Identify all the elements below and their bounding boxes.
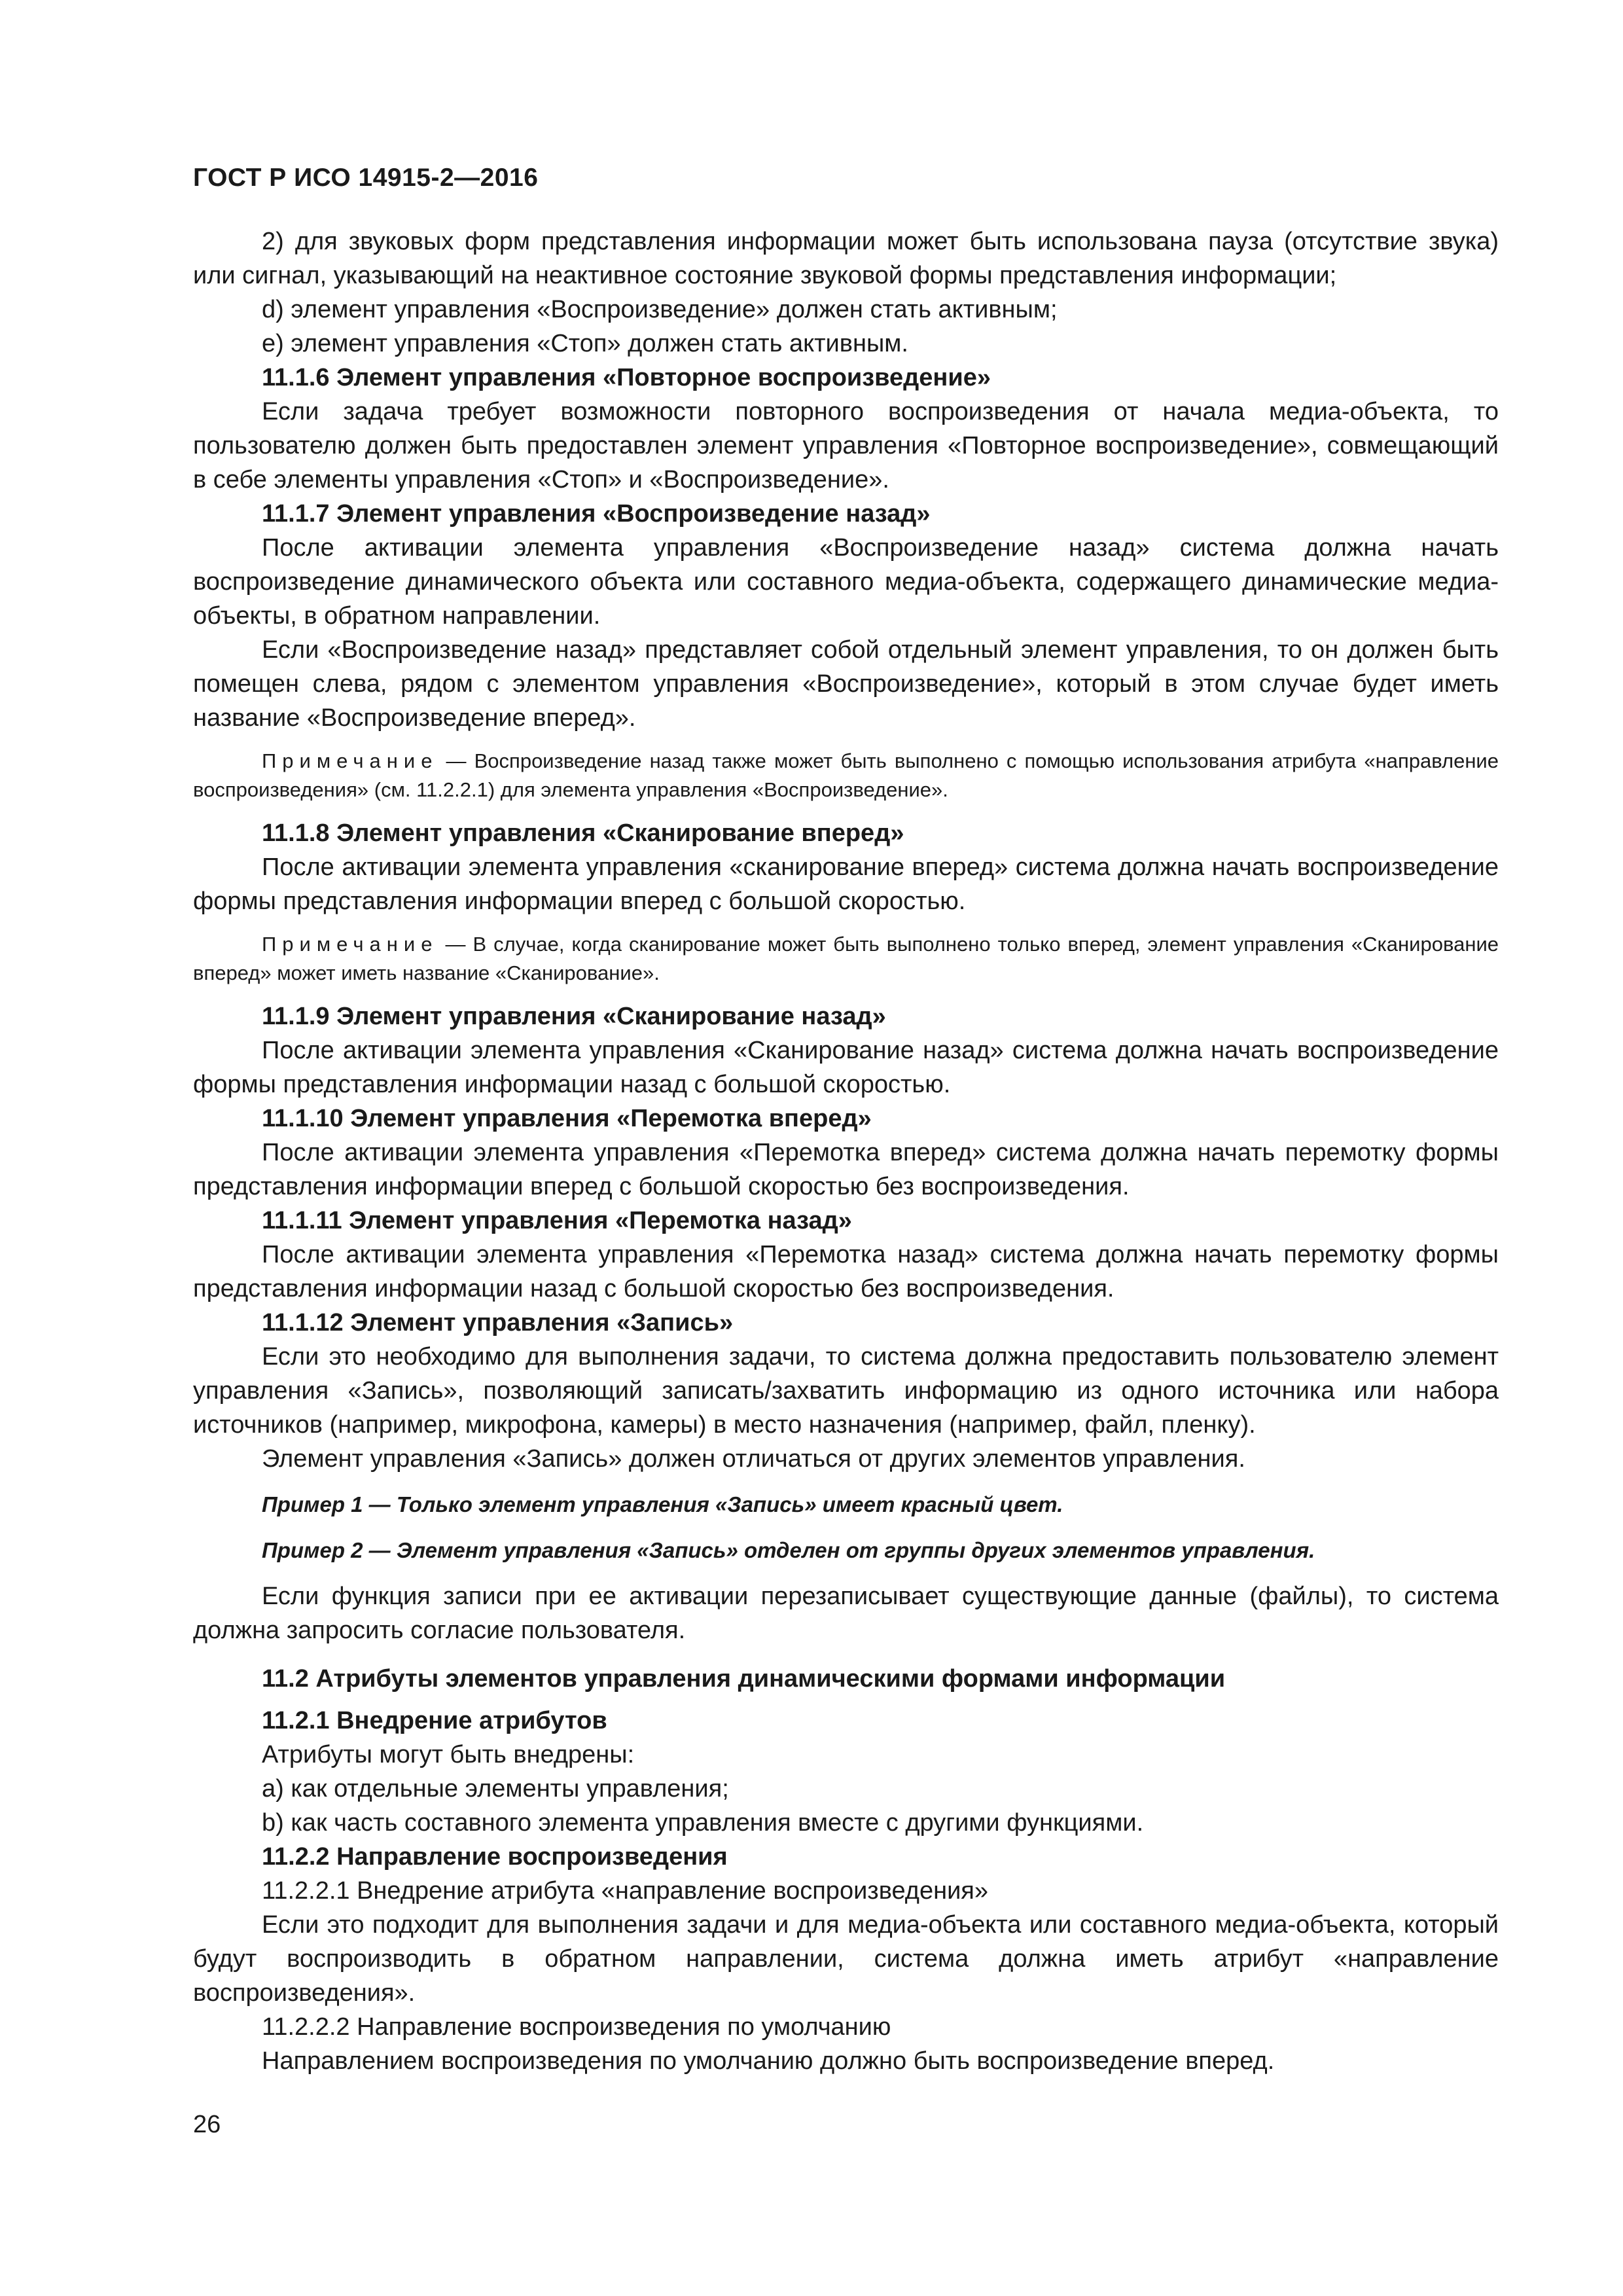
section-heading: 11.1.9 Элемент управления «Сканирование назад» bbox=[262, 1003, 886, 1030]
paragraph: Если задача требует возможности повторного воспроизведения от начала медиа-объекта, то пользователю должен быть предоставлен элемент управления «Повторное воспроизведение», совмещающий в себе элементы управления «Стоп» и «Воспроизведение». bbox=[193, 398, 1499, 493]
section-heading: 11.2.1 Внедрение атрибутов bbox=[262, 1707, 607, 1734]
paragraph: 2) для звуковых форм представления информации может быть использована пауза (отсутствие звука) или сигнал, указывающий на неактивное состояние звуковой формы представления информации; bbox=[193, 228, 1499, 289]
section-heading: 11.1.6 Элемент управления «Повторное воспроизведение» bbox=[262, 364, 991, 391]
section-heading: 11.1.7 Элемент управления «Воспроизведение назад» bbox=[262, 500, 931, 528]
page-body bbox=[193, 224, 1499, 2078]
list-item: а) как отдельные элементы управления; bbox=[262, 1775, 729, 1803]
subsection-heading: 11.2.2.1 Внедрение атрибута «направление воспроизведения» bbox=[262, 1877, 989, 1905]
paragraph: Элемент управления «Запись» должен отличаться от других элементов управления. bbox=[262, 1445, 1245, 1473]
paragraph: Если «Воспроизведение назад» представляет собой отдельный элемент управления, то он должен быть помещен слева, рядом с элементом управления «Воспроизведение», который в этом случае будет иметь название «Воспроизведение вперед». bbox=[193, 636, 1499, 732]
list-item: е) элемент управления «Стоп» должен стать активным. bbox=[262, 330, 908, 357]
note-label: Примечание bbox=[262, 933, 438, 956]
section-heading: 11.1.10 Элемент управления «Перемотка вперед» bbox=[262, 1105, 872, 1132]
section-heading: 11.1.12 Элемент управления «Запись» bbox=[262, 1309, 734, 1336]
paragraph: Если это необходимо для выполнения задачи, то система должна предоставить пользователю элемент управления «Запись», позволяющий записать/захватить информацию из одного источника или набора источников (например, микрофона, камеры) в место назначения (например, файл, пленку). bbox=[193, 1343, 1499, 1439]
list-item: b) как часть составного элемента управления вместе с другими функциями. bbox=[262, 1809, 1144, 1837]
paragraph: После активации элемента управления «Сканирование назад» система должна начать воспроизведение формы представления информации назад с большой скоростью. bbox=[193, 1037, 1499, 1098]
page-number: 26 bbox=[193, 2111, 221, 2138]
paragraph: После активации элемента управления «сканирование вперед» система должна начать воспроизведение формы представления информации вперед с большой скоростью. bbox=[193, 853, 1499, 915]
paragraph: Направлением воспроизведения по умолчанию должно быть воспроизведение вперед. bbox=[262, 2047, 1275, 2075]
document-header: ГОСТ Р ИСО 14915-2—2016 bbox=[193, 164, 539, 192]
section-heading: 11.2 Атрибуты элементов управления динамическими формами информации bbox=[262, 1665, 1226, 1693]
paragraph: Атрибуты могут быть внедрены: bbox=[262, 1741, 635, 1768]
paragraph: Если это подходит для выполнения задачи и для медиа-объекта или составного медиа-объекта, который будут воспроизводить в обратном направлении, система должна иметь атрибут «направление воспроизведения». bbox=[193, 1911, 1499, 2007]
paragraph: Если функция записи при ее активации перезаписывает существующие данные (файлы), то система должна запросить согласие пользователя. bbox=[193, 1583, 1499, 1644]
list-item: d) элемент управления «Воспроизведение» должен стать активным; bbox=[262, 296, 1058, 323]
note-text: — Воспроизведение назад также может быть выполнено с помощью использования атрибута «направление воспроизведения» (см. 11.2.2.1) для элемента управления «Воспроизведение». bbox=[193, 749, 1499, 801]
paragraph: После активации элемента управления «Воспроизведение назад» система должна начать воспроизведение динамического объекта или составного медиа-объекта, содержащего динамические медиа-объекты, в обратном направлении. bbox=[193, 534, 1499, 630]
paragraph: После активации элемента управления «Перемотка вперед» система должна начать перемотку формы представления информации вперед с большой скоростью без воспроизведения. bbox=[193, 1139, 1499, 1200]
note bbox=[193, 747, 1499, 804]
note-text: — В случае, когда сканирование может быть выполнено только вперед, элемент управления «Сканирование вперед» может иметь название «Сканирование». bbox=[193, 933, 1499, 984]
note bbox=[193, 930, 1499, 988]
note-label: Примечание bbox=[262, 749, 438, 772]
paragraph: После активации элемента управления «Перемотка назад» система должна начать перемотку формы представления информации назад с большой скоростью без воспроизведения. bbox=[193, 1241, 1499, 1302]
section-heading: 11.2.2 Направление воспроизведения bbox=[262, 1843, 728, 1871]
section-heading: 11.1.8 Элемент управления «Сканирование вперед» bbox=[262, 819, 904, 847]
example: Пример 1 — Только элемент управления «Запись» имеет красный цвет. bbox=[262, 1492, 1063, 1516]
example: Пример 2 — Элемент управления «Запись» отделен от группы других элементов управления. bbox=[262, 1538, 1315, 1562]
section-heading: 11.1.11 Элемент управления «Перемотка назад» bbox=[262, 1207, 852, 1234]
subsection-heading: 11.2.2.2 Направление воспроизведения по умолчанию bbox=[262, 2013, 891, 2041]
